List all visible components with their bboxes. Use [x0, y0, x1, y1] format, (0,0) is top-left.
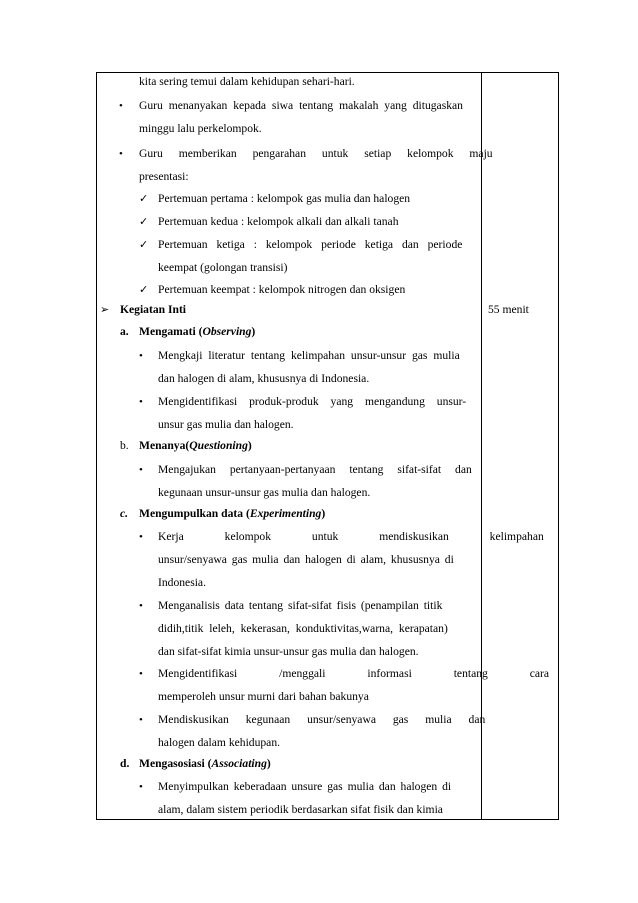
bullet-icon: •: [139, 600, 143, 612]
a-bullet-2-cont: unsur gas mulia dan halogen.: [158, 418, 294, 431]
bullet-icon: •: [139, 531, 143, 543]
checkmark-icon: ✓: [139, 193, 149, 205]
c-bullet-1-cont: unsur/senyawa gas mulia dan halogen di alam, khususnya di: [158, 553, 454, 566]
kegiatan-inti-heading: Kegiatan Inti: [120, 303, 187, 316]
guru-bullet-2-cont: presentasi:: [139, 170, 189, 183]
guru-bullet-2: Guru memberikan pengarahan untuk setiap kelompok maju: [139, 147, 493, 160]
check-item-4: Pertemuan keempat : kelompok nitrogen dan oksigen: [158, 283, 406, 296]
c-bullet-4: Mendiskusikan kegunaan unsur/senyawa gas mulia dan: [158, 713, 486, 726]
check-item-1: Pertemuan pertama : kelompok gas mulia dan halogen: [158, 192, 411, 205]
checkmark-icon: ✓: [139, 239, 149, 251]
section-a-number: a.: [120, 325, 129, 338]
bullet-icon: •: [139, 781, 143, 793]
section-c-number: c.: [120, 507, 129, 520]
intro-line: kita sering temui dalam kehidupan sehari-hari.: [139, 75, 355, 88]
b-bullet-1: Mengajukan pertanyaan-pertanyaan tentang sifat-sifat dan: [158, 463, 472, 476]
check-item-2: Pertemuan kedua : kelompok alkali dan alkali tanah: [158, 215, 399, 228]
section-a-en: Observing: [202, 325, 252, 338]
line-text: Guru menanyakan kepada siwa tentang makalah yang ditugaskan: [139, 99, 463, 112]
d-bullet-1-cont: alam, dalam sistem periodik berdasarkan sifat fisik dan kimia: [158, 803, 443, 816]
c-bullet-2-cont: didih,titik leleh, kekerasan, konduktivitas,warna, kerapatan): [158, 622, 448, 635]
c-bullet-3-cont: memperoleh unsur murni dari bahan bakunya: [158, 690, 369, 703]
section-b-title: Menanya: [139, 439, 186, 452]
checkmark-icon: ✓: [139, 216, 149, 228]
section-a-title: Mengamati: [139, 325, 196, 338]
checkmark-icon: ✓: [139, 284, 149, 296]
section-d-en: Associating: [211, 757, 267, 770]
bullet-icon: •: [139, 350, 143, 362]
a-bullet-1-cont: dan halogen di alam, khususnya di Indonesia.: [158, 372, 370, 385]
a-bullet-2: Mengidentifikasi produk-produk yang mengandung unsur-: [158, 395, 467, 408]
d-bullet-1: Menyimpulkan keberadaan unsure gas mulia dan halogen di: [158, 780, 452, 793]
check-item-3-cont: keempat (golongan transisi): [158, 261, 288, 274]
check-item-3: Pertemuan ketiga : kelompok periode ketiga dan periode: [158, 238, 463, 251]
section-c-heading: Mengumpulkan data (Experimenting): [139, 507, 326, 520]
a-bullet-1: Mengkaji literatur tentang kelimpahan unsur-unsur gas mulia: [158, 349, 460, 362]
bullet-icon: •: [139, 668, 143, 680]
c-bullet-4-cont: halogen dalam kehidupan.: [158, 736, 281, 749]
c-bullet-1: Kerja kelompok untuk mendiskusikan kelimpahan: [158, 530, 544, 543]
section-c-en: Experimenting: [249, 507, 322, 520]
bullet-icon: •: [119, 100, 123, 112]
section-c-title: Mengumpulkan data: [139, 507, 244, 520]
column-divider: [481, 72, 482, 820]
guru-bullet-1: [139, 99, 477, 113]
guru-bullet-1-cont: minggu lalu perkelompok.: [139, 122, 262, 135]
bullet-icon: •: [139, 464, 143, 476]
c-bullet-2-cont2: dan sifat-sifat kimia unsur-unsur gas mulia dan halogen.: [158, 645, 419, 658]
section-d-heading: Mengasosiasi (Associating): [139, 757, 271, 770]
section-b-en: Questioning: [189, 439, 248, 452]
section-d-title: Mengasosiasi: [139, 757, 205, 770]
time-allocation: 55 menit: [488, 303, 529, 316]
section-b-number: b.: [120, 439, 129, 452]
section-d-number: d.: [120, 757, 130, 770]
section-b-heading: Menanya(Questioning): [139, 439, 252, 452]
arrow-bullet-icon: ➢: [100, 304, 110, 316]
section-a-heading: Mengamati (Observing): [139, 325, 256, 338]
c-bullet-2: Menganalisis data tentang sifat-sifat fisis (penampilan titik: [158, 599, 443, 612]
c-bullet-3: Mengidentifikasi /menggali informasi tentang cara: [158, 667, 550, 680]
bullet-icon: •: [139, 714, 143, 726]
bullet-icon: •: [119, 148, 123, 160]
b-bullet-1-cont: kegunaan unsur-unsur gas mulia dan halogen.: [158, 486, 371, 499]
bullet-icon: •: [139, 396, 143, 408]
c-bullet-1-cont2: Indonesia.: [158, 576, 206, 589]
